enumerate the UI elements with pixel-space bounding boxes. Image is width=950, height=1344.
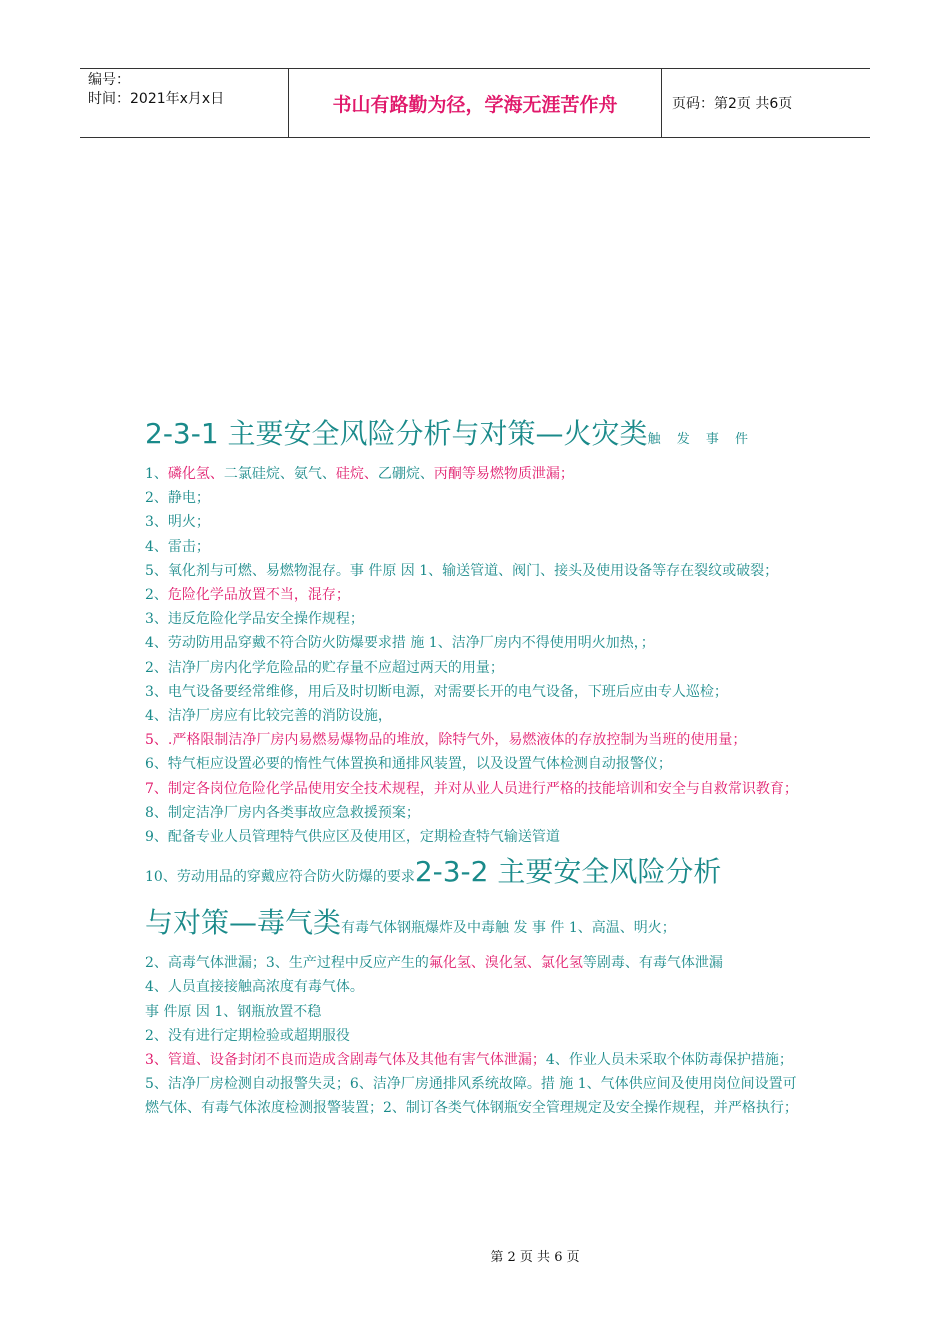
s1-line-12: 5、.严格限制洁净厂房内易燃易爆物品的堆放，除特气外，易燃液体的存放控制为当班的使用量； [145,732,747,749]
s1-line-16: 9、配备专业人员管理特气供应区及使用区，定期检查特气输送管道 [145,829,560,846]
header-page-info: 页码：第2页 共6页 [672,96,793,112]
section1-title: 2-3-1 主要安全风险分析与对策—火灾类 [145,417,648,450]
header-motto: 书山有路勤为径，学海无涯苦作舟 [289,69,662,137]
page-header [80,68,870,138]
s1-line-7: 3、违反危险化学品安全操作规程； [145,611,364,628]
section2-heading [145,849,810,951]
page-footer: 第 2 页 共 6 页 [490,1250,580,1265]
s2-line-5: 3、管道、设备封闭不良而造成含剧毒气体及其他有害气体泄漏；4、作业人员未采取个体防毒保护措施；5、洁净厂房检测自动报警失灵；6、洁净厂房通排风系统故障。措 施 1、气体供应间及使用岗位间设置可燃气体、有毒气体浓度检测报警装置；2、制订各类气体钢瓶安全管理规定及安全操作规程，并严格执行； [145,1052,798,1117]
time-label: 时间：2021年x月x日 [88,91,225,107]
s1-line-8: 4、劳动防用品穿戴不符合防火防爆要求措 施 1、洁净厂房内不得使用明火加热，； [145,635,655,652]
section1-heading [145,412,810,462]
header-left [80,69,289,137]
s1-line-15: 8、制定洁净厂房内各类事故应急救援预案； [145,804,420,821]
s1-line-1: 1、磷化氢、二氯硅烷、氨气、硅烷、乙硼烷、丙酮等易燃物质泄漏； [145,466,574,482]
s1-line-10: 3、电气设备要经常维修，用后及时切断电源，对需要长开的电气设备，下班后应由专人巡检； [145,683,728,700]
s2-line-1: 2、高毒气体泄漏；3、生产过程中反应产生的氟化氢、溴化氢、氯化氢等剧毒、有毒气体泄漏 [145,955,723,972]
s1-line-3: 3、明火； [145,514,210,531]
section2-title-small: 有毒气体钢瓶爆炸及中毒触 发 事 件 1、高温、明火； [341,920,676,937]
s1-line-9: 2、洁净厂房内化学危险品的贮存量不应超过两天的用量； [145,659,504,676]
s1-line-2: 2、静电； [145,490,210,507]
s1-line-11: 4、洁净厂房应有比较完善的消防设施， [145,708,392,725]
section2-lead: 10、劳动用品的穿戴应符合防火防爆的要求 [145,869,415,886]
section1-title-small: 触 发 事 件 [647,432,754,447]
section2-title-a: 2-3-2 主要安全风险分析 [414,855,722,889]
s1-line-5: 5、氧化剂与可燃、易燃物混存。事 件原 因 1、输送管道、阀门、接头及使用设备等存在裂纹或破裂； [145,562,779,579]
s1-line-14: 7、制定各岗位危险化学品使用安全技术规程，并对从业人员进行严格的技能培训和安全与自救常识教育； [145,780,798,797]
s1-line-4: 4、雷击； [145,538,210,555]
document-body [145,412,810,1121]
s2-line-4: 2、没有进行定期检验或超期服役 [145,1027,350,1044]
s2-line-3: 事 件原 因 1、钢瓶放置不稳 [145,1003,322,1020]
s2-line-2: 4、人员直接接触高浓度有毒气体。 [145,979,364,996]
s1-line-6: 2、危险化学品放置不当，混存； [145,587,350,604]
number-label: 编号： [88,72,130,88]
section2-title-b: 与对策—毒气类 [145,906,342,940]
s1-line-13: 6、特气柜应设置必要的惰性气体置换和通排风装置，以及设置气体检测自动报警仪； [145,756,672,773]
